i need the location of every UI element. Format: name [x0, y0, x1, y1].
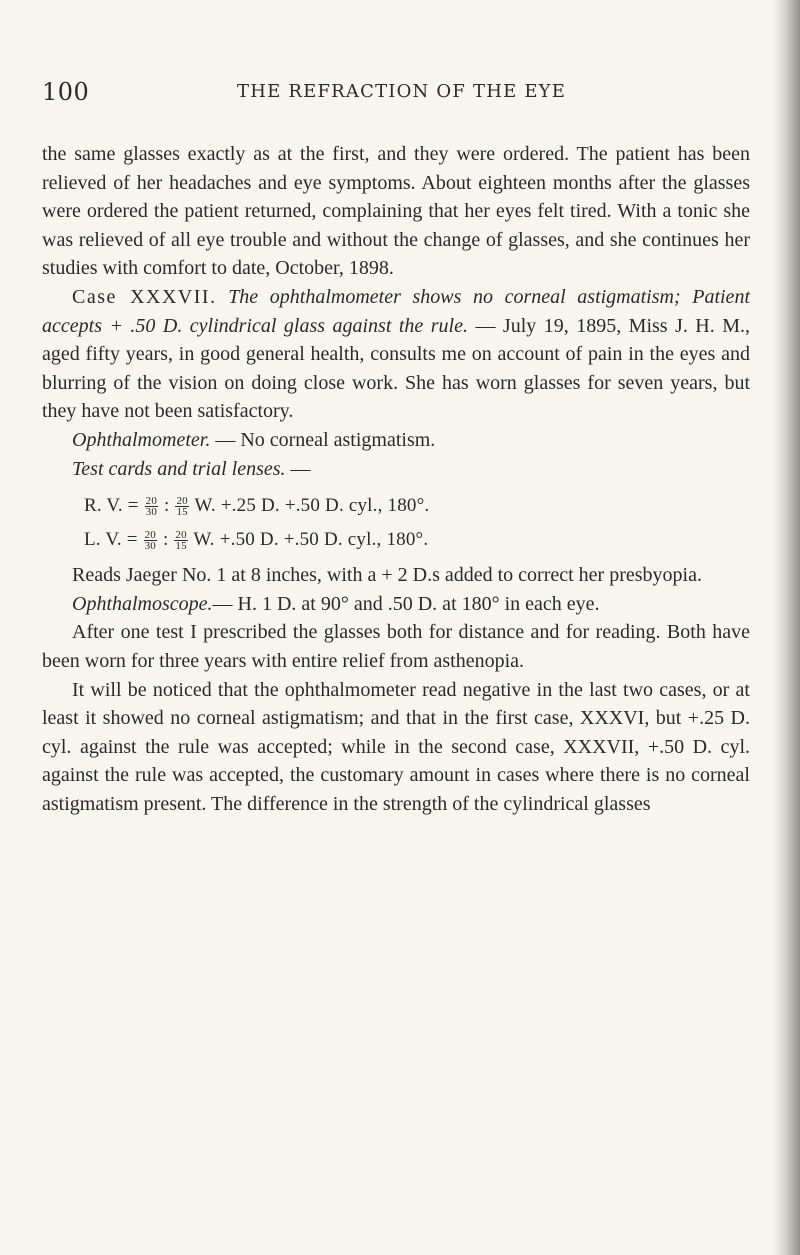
- lv-f2-num: 20: [175, 529, 187, 542]
- noticed-paragraph: It will be noticed that the ophthalmometer read negative in the last two cases, or at least it showed no corneal astigmatism; and that in the first case, XXXVI, but +.25 D. cyl. against the rule was accepted; while in the second case, XXXVII, +.50 D. cyl. against the rule was accepted, the customary amount in cases where there is no corneal astigmatism present. The difference in the strength of the cylindrical glasses: [42, 678, 750, 815]
- page-number: 100: [42, 78, 90, 106]
- lv-suffix: W. +.50 D. +.50 D. cyl., 180°.: [188, 529, 429, 551]
- after-paragraph: After one test I prescribed the glasses both for distance and for reading. Both have been worn for three years with entire relief from asthenopia.: [42, 621, 750, 672]
- paragraph-continuation: the same glasses exactly as at the first, and they were ordered. The patient has been relieved of her headaches and eye symptoms. About eighteen months after the glasses were ordered the patient returned, complaining that her eyes felt tired. With a tonic she was relieved of all eye trouble and without the change of glasses, and she continues her studies with comfort to date, October, 1898.: [42, 143, 750, 280]
- rv-sep: :: [159, 495, 175, 517]
- rv-f2-den: 15: [176, 506, 188, 519]
- rv-fraction-1: [145, 496, 158, 517]
- case-number: Case XXXVII.: [72, 285, 217, 308]
- ophthalmometer-paragraph: [42, 426, 750, 455]
- ophthalmoscope-label: Ophthalmoscope.: [72, 592, 213, 615]
- running-title: THE REFRACTION OF THE EYE: [237, 81, 567, 102]
- page-edge-shadow: [772, 0, 800, 1255]
- rv-fraction-2: [175, 496, 188, 517]
- running-head: [42, 78, 742, 108]
- body-text: [42, 140, 750, 818]
- test-cards-label: Test cards and trial lenses.: [72, 457, 286, 480]
- lv-sep: :: [158, 529, 174, 551]
- ophthalmometer-label: Ophthalmometer.: [72, 428, 211, 451]
- lv-f2-den: 15: [175, 540, 187, 553]
- case-heading-paragraph: [42, 283, 750, 426]
- rv-f1-num: 20: [145, 495, 158, 508]
- lv-fraction-1: [144, 530, 157, 551]
- reads-paragraph: Reads Jaeger No. 1 at 8 inches, with a + 2 D.s added to correct her presbyopia.: [72, 564, 702, 587]
- ophthalmoscope-paragraph: [42, 590, 750, 619]
- rv-f1-den: 30: [145, 506, 158, 519]
- ophthalmoscope-text: — H. 1 D. at 90° and .50 D. at 180° in each eye.: [212, 592, 600, 615]
- test-cards-text: —: [285, 457, 311, 480]
- lv-prefix: L. V. =: [84, 529, 143, 551]
- ophthalmometer-text: — No corneal astigmatism.: [210, 428, 436, 451]
- rv-suffix: W. +.25 D. +.50 D. cyl., 180°.: [189, 495, 430, 517]
- lv-f1-num: 20: [144, 529, 157, 542]
- right-eye-vision: [84, 489, 750, 523]
- test-cards-paragraph: [42, 455, 750, 484]
- vision-equations: [84, 489, 750, 557]
- left-eye-vision: [84, 523, 750, 557]
- case-title: The ophthalmometer shows no corneal astigmatism; Patient accepts + .50 D. cylindrical glass against the rule.: [42, 285, 750, 337]
- rv-f2-num: 20: [176, 495, 188, 508]
- rv-prefix: R. V. =: [84, 495, 144, 517]
- lv-fraction-2: [174, 530, 187, 551]
- lv-f1-den: 30: [144, 540, 157, 553]
- case-text: — July 19, 1895, Miss J. H. M., aged fifty years, in good general health, consults me on account of pain in the eyes and blurring of the vision on doing close work. She has worn glasses for seven years, but they have not been satisfactory.: [42, 314, 750, 423]
